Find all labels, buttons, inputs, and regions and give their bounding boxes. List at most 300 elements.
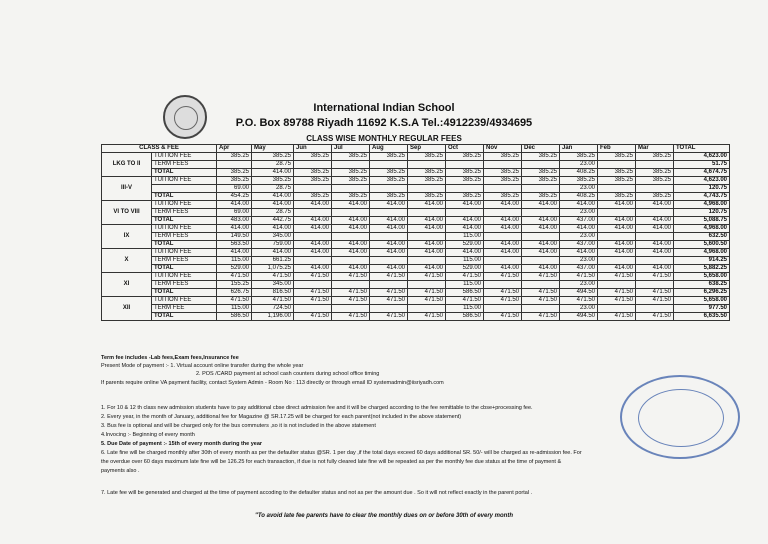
fee-value-cell: 155.25 [217,281,252,289]
fee-value-cell: 115.00 [217,257,252,265]
school-name: International Indian School [313,102,455,114]
fee-type-cell: TOTAL [152,289,217,297]
fee-value-cell: 23.00 [560,185,598,193]
fee-value-cell: 471.50 [370,273,408,281]
fee-value-cell: 471.50 [252,297,294,305]
fee-value-cell: 414.00 [636,225,674,233]
fee-value-cell: 414.00 [636,217,674,225]
fee-value-cell: 115.00 [446,281,484,289]
table-row [102,233,730,241]
row-total-cell: 4,623.00 [674,177,730,185]
fee-value-cell [484,209,522,217]
table-row [102,185,730,193]
fee-value-cell: 414.00 [294,265,332,273]
fee-value-cell: 471.50 [560,273,598,281]
fee-value-cell: 494.50 [560,289,598,297]
column-header: CLASS & FEE [102,145,217,153]
school-address: P.O. Box 89788 Riyadh 11692 K.S.A Tel.:4912239/4934695 [235,117,533,129]
fee-value-cell: 414.00 [217,249,252,257]
fee-value-cell: 345.00 [252,281,294,289]
fee-value-cell: 414.00 [598,201,636,209]
fee-value-cell: 385.25 [522,177,560,185]
fee-value-cell: 414.00 [294,241,332,249]
fee-value-cell [408,209,446,217]
fee-value-cell: 385.25 [484,177,522,185]
fee-value-cell: 28.75 [252,161,294,169]
row-total-cell: 4,968.00 [674,249,730,257]
fee-value-cell: 149.50 [217,233,252,241]
fee-value-cell [294,305,332,313]
table-row [102,297,730,305]
fee-value-cell: 1,075.25 [252,265,294,273]
table-row [102,241,730,249]
fee-value-cell: 816.50 [252,289,294,297]
fee-value-cell: 414.00 [252,193,294,201]
row-total-cell: 5,658.00 [674,273,730,281]
fee-value-cell: 414.00 [446,217,484,225]
fee-value-cell [446,209,484,217]
fee-value-cell: 385.25 [598,153,636,161]
fee-value-cell: 471.50 [636,313,674,321]
fee-value-cell [332,185,370,193]
fee-value-cell [332,305,370,313]
fee-value-cell: 385.25 [370,169,408,177]
row-total-cell: 120.75 [674,185,730,193]
fee-value-cell: 414.00 [522,249,560,257]
fee-value-cell: 414.00 [522,201,560,209]
fee-type-cell: TOTAL [152,313,217,321]
fee-value-cell: 724.50 [252,305,294,313]
fee-value-cell: 471.50 [522,313,560,321]
note-1: 1. For 10 & 12 th class new admission students have to pay additional cbse direct admission fee and it will be charged according to the fee remittable to the cbse+processing fee. [101,405,533,411]
header-row [102,145,730,153]
fee-value-cell: 414.00 [217,225,252,233]
fee-value-cell: 414.00 [636,265,674,273]
column-header: Jan [560,145,598,153]
class-name-cell: IX [102,225,152,249]
fee-value-cell [408,185,446,193]
fee-value-cell: 414.00 [294,249,332,257]
column-header: Jul [332,145,370,153]
fee-value-cell: 471.50 [598,273,636,281]
fee-value-cell: 586.50 [446,289,484,297]
fee-value-cell: 385.25 [522,153,560,161]
fee-value-cell: 385.25 [294,177,332,185]
fee-value-cell: 471.50 [484,289,522,297]
column-header: Jun [294,145,332,153]
fee-value-cell: 23.00 [560,233,598,241]
fee-value-cell: 414.00 [484,265,522,273]
fee-value-cell: 442.75 [252,217,294,225]
fee-value-cell: 471.50 [598,297,636,305]
row-total-cell: 120.75 [674,209,730,217]
table-row [102,217,730,225]
fee-value-cell: 385.25 [294,193,332,201]
fee-value-cell [370,257,408,265]
fee-type-cell: TUITION FEE [152,153,217,161]
fee-value-cell: 385.25 [522,193,560,201]
fee-value-cell: 471.50 [484,297,522,305]
fee-value-cell: 414.00 [522,241,560,249]
class-name-cell: XII [102,297,152,321]
fee-value-cell: 414.00 [332,217,370,225]
fee-value-cell: 385.25 [370,193,408,201]
note-3: 3. Bus fee is optional and will be charged only for the bus commuters ,so it is not included in the above statement [101,423,376,429]
fee-value-cell: 586.50 [446,313,484,321]
fee-value-cell: 414.00 [560,249,598,257]
fee-value-cell: 385.25 [252,153,294,161]
fee-value-cell: 414.00 [522,217,560,225]
column-header: Dec [522,145,560,153]
table-row [102,153,730,161]
column-header: Aug [370,145,408,153]
fee-value-cell: 414.00 [446,225,484,233]
fee-value-cell: 414.00 [370,241,408,249]
fee-value-cell [522,185,560,193]
fee-value-cell: 414.00 [370,249,408,257]
fee-value-cell [636,305,674,313]
column-header: Apr [217,145,252,153]
fee-value-cell: 414.00 [560,201,598,209]
fee-value-cell [598,233,636,241]
fee-value-cell: 69.00 [217,209,252,217]
fee-value-cell: 414.00 [294,217,332,225]
row-total-cell: 4,674.75 [674,169,730,177]
fee-value-cell [484,281,522,289]
fee-value-cell: 437.00 [560,217,598,225]
fee-value-cell [522,209,560,217]
fee-value-cell: 385.25 [332,177,370,185]
note-payment-mode: Present Mode of payment :- 1. Virtual account online transfer during the whole year [101,363,304,369]
fee-type-cell: TERM FEES [152,209,217,217]
fee-value-cell: 414.00 [370,217,408,225]
fee-value-cell: 385.25 [332,193,370,201]
fee-value-cell [332,161,370,169]
fee-value-cell [294,161,332,169]
fee-value-cell: 385.25 [408,177,446,185]
fee-value-cell: 385.25 [484,193,522,201]
table-row [102,305,730,313]
fee-value-cell: 471.50 [408,289,446,297]
fee-value-cell: 385.25 [446,193,484,201]
note-7: 7. Late fee will be generated and charged at the time of payment accoding to the defaulter status and not as per the amount due . So it will not reflect exactly in the parent portal . [101,490,533,496]
fee-value-cell [636,233,674,241]
fee-value-cell: 115.00 [446,305,484,313]
fee-value-cell [484,305,522,313]
table-row [102,273,730,281]
fee-value-cell: 414.00 [484,249,522,257]
fee-value-cell: 385.25 [598,177,636,185]
fee-value-cell: 471.50 [522,273,560,281]
fee-value-cell: 414.00 [294,225,332,233]
fee-value-cell: 471.50 [522,297,560,305]
fee-value-cell: 414.00 [636,241,674,249]
fee-value-cell: 414.00 [484,217,522,225]
row-total-cell: 4,623.00 [674,153,730,161]
fee-value-cell: 471.50 [332,297,370,305]
table-row [102,313,730,321]
fee-value-cell [636,281,674,289]
fee-value-cell: 529.00 [446,241,484,249]
row-total-cell: 5,658.00 [674,297,730,305]
table-title: CLASS WISE MONTHLY REGULAR FEES [306,134,462,143]
fee-value-cell: 471.50 [408,273,446,281]
table-row [102,257,730,265]
fee-value-cell: 414.00 [598,225,636,233]
fee-value-cell: 385.25 [370,153,408,161]
fee-value-cell: 414.00 [636,201,674,209]
fee-value-cell: 414.00 [408,265,446,273]
column-header: May [252,145,294,153]
fee-value-cell: 414.00 [294,201,332,209]
fee-value-cell: 471.50 [294,289,332,297]
fee-value-cell [294,209,332,217]
row-total-cell: 51.75 [674,161,730,169]
fee-value-cell [408,281,446,289]
fee-type-cell: TUITION FEE [152,177,217,185]
fee-value-cell: 471.50 [408,313,446,321]
column-header: Feb [598,145,636,153]
note-4: 4.Invocing :- Beginning of every month [101,432,195,438]
column-header: Mar [636,145,674,153]
fee-value-cell: 494.50 [560,313,598,321]
fee-value-cell: 345.00 [252,233,294,241]
row-total-cell: 5,600.50 [674,241,730,249]
table-row [102,209,730,217]
fee-value-cell: 385.25 [332,153,370,161]
fee-value-cell [332,281,370,289]
fee-value-cell: 529.00 [217,265,252,273]
fee-value-cell: 454.25 [217,193,252,201]
fee-value-cell: 385.25 [636,153,674,161]
fee-value-cell: 586.50 [217,313,252,321]
fee-value-cell [636,209,674,217]
fee-value-cell [598,185,636,193]
table-row [102,201,730,209]
fee-value-cell: 414.00 [522,265,560,273]
fee-value-cell [332,257,370,265]
fee-value-cell [522,257,560,265]
class-name-cell: XI [102,273,152,297]
fee-value-cell: 23.00 [560,281,598,289]
table-row [102,177,730,185]
fee-type-cell: TERM FEES [152,257,217,265]
fee-type-cell: TUITION FEE [152,297,217,305]
fee-value-cell: 385.25 [636,193,674,201]
fee-type-cell: TERM FEES [152,233,217,241]
row-total-cell: 914.25 [674,257,730,265]
fee-value-cell: 385.25 [636,177,674,185]
fee-value-cell: 471.50 [598,313,636,321]
fee-value-cell: 408.25 [560,169,598,177]
fee-value-cell: 414.00 [522,225,560,233]
fee-value-cell: 385.25 [484,153,522,161]
note-online-va: If parents require online VA payment facility, contact System Admin - Room No : 113 directly or through email ID systemadmin@iisriyadh.com [101,380,444,386]
fee-value-cell: 414.00 [370,225,408,233]
fee-value-cell [408,161,446,169]
fee-value-cell: 385.25 [598,169,636,177]
note-6-end: payments also . [101,468,140,474]
fee-table [101,144,730,321]
fee-value-cell: 471.50 [598,289,636,297]
row-total-cell: 6,635.50 [674,313,730,321]
fee-value-cell: 414.00 [598,241,636,249]
fee-value-cell: 471.50 [636,289,674,297]
row-total-cell: 977.50 [674,305,730,313]
fee-value-cell: 471.50 [332,313,370,321]
fee-value-cell: 115.00 [446,233,484,241]
fee-value-cell: 471.50 [332,273,370,281]
fee-value-cell [636,185,674,193]
fee-value-cell: 385.25 [217,153,252,161]
fee-value-cell: 414.00 [484,225,522,233]
fee-value-cell: 414.00 [446,249,484,257]
fee-value-cell: 661.25 [252,257,294,265]
fee-value-cell: 529.00 [446,265,484,273]
fee-value-cell: 471.50 [370,313,408,321]
fee-value-cell: 471.50 [370,297,408,305]
fee-type-cell: TOTAL [152,265,217,273]
fee-value-cell: 471.50 [294,273,332,281]
fee-value-cell [446,185,484,193]
row-total-cell: 638.25 [674,281,730,289]
fee-value-cell: 28.75 [252,209,294,217]
fee-value-cell [408,233,446,241]
fee-value-cell: 626.75 [217,289,252,297]
fee-value-cell: 414.00 [484,241,522,249]
fee-value-cell [598,257,636,265]
fee-value-cell [332,233,370,241]
fee-value-cell: 759.00 [252,241,294,249]
table-row [102,289,730,297]
fee-value-cell: 408.25 [560,193,598,201]
fee-value-cell: 471.50 [294,313,332,321]
column-header: Sep [408,145,446,153]
fee-value-cell: 28.75 [252,185,294,193]
table-row [102,161,730,169]
fee-value-cell: 471.50 [446,273,484,281]
fee-value-cell [484,257,522,265]
fee-value-cell [408,257,446,265]
fee-value-cell: 385.25 [484,169,522,177]
fee-value-cell: 471.50 [217,273,252,281]
fee-value-cell: 23.00 [560,161,598,169]
fee-value-cell: 414.00 [598,217,636,225]
table-row [102,249,730,257]
fee-value-cell: 385.25 [636,169,674,177]
table-row [102,225,730,233]
fee-value-cell: 385.25 [408,193,446,201]
footer-note: "To avoid late fee parents have to clear the monthly dues on or before 30th of every month [254,513,513,519]
fee-value-cell [370,185,408,193]
fee-value-cell: 385.25 [408,169,446,177]
fee-value-cell: 471.50 [636,297,674,305]
fee-value-cell [370,233,408,241]
column-header: TOTAL [674,145,730,153]
fee-value-cell: 385.25 [408,153,446,161]
fee-value-cell: 414.00 [252,169,294,177]
fee-value-cell [522,281,560,289]
fee-value-cell: 471.50 [217,297,252,305]
fee-value-cell [294,233,332,241]
fee-value-cell: 414.00 [252,225,294,233]
row-total-cell: 5,088.75 [674,217,730,225]
fee-value-cell [294,185,332,193]
fee-value-cell: 385.25 [522,169,560,177]
fee-value-cell: 414.00 [598,265,636,273]
fee-value-cell: 471.50 [560,297,598,305]
fee-type-cell: TERM FEES [152,281,217,289]
fee-value-cell: 414.00 [332,201,370,209]
fee-type-cell: TOTAL [152,241,217,249]
table-row [102,265,730,273]
fee-value-cell: 471.50 [252,273,294,281]
fee-value-cell: 414.00 [598,249,636,257]
fee-type-cell: TOTAL [152,193,217,201]
class-name-cell: III-V [102,177,152,201]
fee-value-cell [370,281,408,289]
note-6-cont: the overdue over 60 days maximum late fine will be 126.25 for each transaction, if due is not fully cleared late fine will be repeated as per the monthly fee due status at the time of payment & [101,459,562,465]
fee-value-cell [598,161,636,169]
fee-value-cell: 471.50 [522,289,560,297]
fee-value-cell: 483.00 [217,217,252,225]
table-row [102,193,730,201]
fee-value-cell: 1,196.00 [252,313,294,321]
fee-value-cell: 471.50 [332,289,370,297]
fee-value-cell: 414.00 [332,265,370,273]
fee-value-cell: 414.00 [408,249,446,257]
note-5: 5. Due Date of payment :- 15th of every month during the year [101,441,263,447]
fee-value-cell: 414.00 [636,249,674,257]
fee-value-cell [598,281,636,289]
fee-value-cell: 414.00 [217,201,252,209]
fee-type-cell: TUITION FEE [152,249,217,257]
fee-value-cell [484,185,522,193]
fee-type-cell: TOTAL [152,217,217,225]
fee-type-cell: TUITION FEE [152,225,217,233]
fee-value-cell: 414.00 [408,241,446,249]
fee-type-cell: TOTAL [152,169,217,177]
table-row [102,169,730,177]
fee-value-cell: 471.50 [484,313,522,321]
fee-value-cell: 414.00 [332,225,370,233]
fee-type-cell: TERM FEE [152,305,217,313]
fee-value-cell [636,257,674,265]
row-total-cell: 4,743.75 [674,193,730,201]
fee-value-cell: 414.00 [252,201,294,209]
fee-value-cell: 385.25 [252,177,294,185]
fee-value-cell [636,161,674,169]
class-name-cell: VI TO VIII [102,201,152,225]
table-row [102,281,730,289]
fee-value-cell: 414.00 [484,201,522,209]
fee-value-cell: 471.50 [446,297,484,305]
fee-value-cell: 471.50 [484,273,522,281]
fee-value-cell: 414.00 [252,249,294,257]
fee-value-cell: 23.00 [560,257,598,265]
row-total-cell: 6,296.25 [674,289,730,297]
row-total-cell: 632.50 [674,233,730,241]
fee-value-cell: 385.25 [294,153,332,161]
fee-type-cell: TUITION FEE [152,273,217,281]
row-total-cell: 4,968.00 [674,201,730,209]
fee-type-cell: TERM FEES [152,161,217,169]
fee-value-cell [446,161,484,169]
fee-value-cell: 385.25 [370,177,408,185]
fee-value-cell: 471.50 [408,297,446,305]
note-pos-payment: 2. POS /CARD payment at school cash counters during school office timing [196,371,380,377]
fee-value-cell: 471.50 [636,273,674,281]
